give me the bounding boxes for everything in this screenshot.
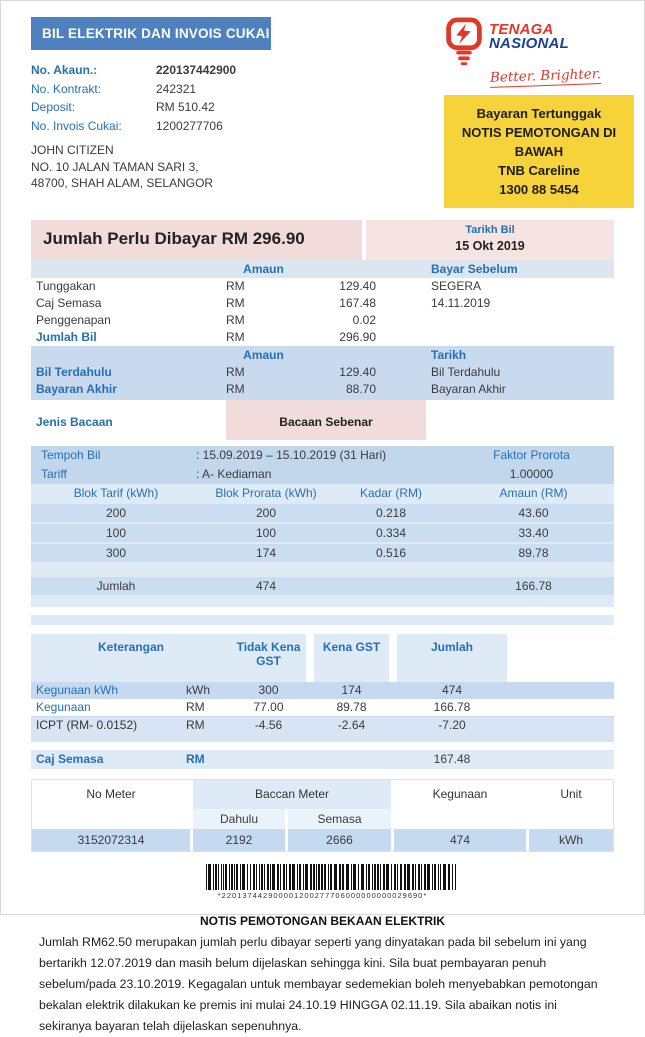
meter-table: [31, 779, 614, 852]
keterangan-header: Keterangan: [31, 634, 231, 682]
brand-word-nasional: NASIONAL: [489, 35, 569, 52]
meter-subheader-row: [32, 809, 613, 829]
account-block: [31, 17, 431, 208]
contract-number-label: No. Kontrakt:: [31, 81, 102, 96]
barcode-text: *220137442900001200277706000000000029690*: [217, 891, 428, 900]
brand-word-tenaga: TENAGA: [489, 21, 554, 38]
customer-street: NO. 10 JALAN TAMAN SARI 3,: [31, 159, 199, 174]
deposit-value: RM 510.42: [156, 100, 215, 114]
caj-semasa-value: 167.48: [397, 750, 507, 769]
disconnection-notice-title: NOTIS PEMOTONGAN BEKAAN ELEKTRIK: [199, 914, 446, 928]
header-section: [1, 1, 644, 208]
tariff-block-row: 300 174 0.516 89.78: [31, 544, 614, 562]
gst-total-row: [31, 750, 614, 769]
tnb-bulb-icon: [444, 17, 484, 67]
meter-header-row: [32, 780, 613, 809]
blok-prorata-header: Blok Prorata (kWh): [215, 486, 317, 500]
tariff-label: Tariff: [41, 467, 67, 481]
tnb-logo: [444, 17, 636, 87]
overdue-line-2: NOTIS PEMOTONGAN DI BAWAH: [461, 125, 617, 159]
tariff-blank-row: [31, 562, 614, 575]
tariff-row: [31, 465, 614, 484]
charges-summary: [31, 260, 614, 440]
deposit-label: Deposit:: [31, 100, 76, 114]
meter-number: 3152072314: [32, 829, 190, 851]
brand-tagline: Better. Brighter.: [489, 66, 602, 86]
gst-column-headers: [31, 634, 614, 682]
barcode: [206, 864, 440, 890]
unit-header: Unit: [560, 787, 582, 801]
bill-date-label: Tarikh Bil: [465, 224, 515, 236]
tax-invoice-value: 1200277706: [156, 118, 223, 133]
amount-due-title: Jumlah Perlu Dibayar RM 296.90: [31, 220, 362, 260]
prorate-factor-value: 1.00000: [509, 467, 554, 481]
bill-date-cell: [366, 220, 614, 260]
no-meter-header: No Meter: [86, 787, 136, 801]
disconnection-notice-body: Jumlah RM62.50 merupakan jumlah perlu dibayar seperti yang dinyatakan pada bil sebelum ini yang bertarikh 12.07.2019 dan masih belum dijelaskan sehingga kini. Sila buat pembayaran penuh sebelum/pada 23.10.2019. Kegagalan untuk membayar sedemekian boleh menyebabkan pemotongan bekalan elektrik dilakukan ke premis ini mulai 24.10.19 HINGGA 02.11.19. Sila abaikan notis ini sekiranya bayaran telah dijelaskan sepenuhnya.: [39, 935, 598, 1033]
bacaan-meter-header: Baccan Meter: [193, 780, 391, 809]
brand-wordmark: [489, 23, 569, 51]
semasa-header: Semasa: [288, 809, 391, 829]
meter-current-reading: 2666: [288, 829, 391, 851]
prorate-factor-label: Faktor Prorota: [493, 448, 570, 462]
reading-type-label: Jenis Bacaan: [36, 415, 113, 429]
meter-data-row: [32, 829, 613, 851]
tariff-bottom-pad: [31, 595, 614, 607]
pay-before-header: Bayar Sebelum: [431, 262, 518, 276]
blok-tarif-header: Blok Tarif (kWh): [73, 486, 159, 500]
overdue-line-1: Bayaran Tertunggak: [476, 106, 602, 121]
gst-row-kegunaan-rm: Kegunaan RM 77.00 89.78 166.78: [31, 699, 614, 717]
reading-type-row: [31, 400, 614, 440]
document-title-bar: BIL ELEKTRIK DAN INVOIS CUKAI: [31, 17, 271, 50]
summary-row-penggenapan: Penggenapan RM 0.02: [36, 313, 376, 327]
billing-period-value: : 15.09.2019 – 15.10.2019 (31 Hari): [196, 448, 387, 462]
tariff-column-headers: [31, 484, 614, 502]
amaun-header: Amaun (RM): [499, 486, 568, 500]
tax-invoice-row: [31, 117, 431, 136]
kadar-header: Kadar (RM): [359, 486, 422, 500]
customer-city: 48700, SHAH ALAM, SELANGOR: [31, 176, 214, 190]
meter-usage: 474: [394, 829, 526, 851]
caj-semasa-label: Caj Semasa: [31, 750, 186, 769]
date-column-header: Tarikh: [431, 348, 467, 362]
summary-row-tunggakan: Tunggakan RM 129.40 SEGERA: [36, 279, 482, 293]
dahulu-header: Dahulu: [193, 809, 285, 829]
jumlah-header: Jumlah: [397, 634, 507, 682]
reading-type-value-strip: [226, 400, 426, 440]
gst-row-kegunaan-kwh: Kegunaan kWh kWh 300 174 474: [31, 682, 614, 699]
tax-invoice-label: No. Invois Cukai:: [31, 118, 122, 133]
gst-row-icpt: ICPT (RM- 0.0152) RM -4.56 -2.64 -7.20: [31, 717, 614, 742]
kegunaan-header: Kegunaan: [432, 787, 488, 801]
previous-bill-header-row: [31, 346, 614, 364]
barcode-section: [1, 864, 644, 900]
meter-previous-reading: 2192: [193, 829, 285, 851]
account-number-value: 220137442900: [156, 63, 237, 77]
summary-row-caj-semasa: Caj Semasa RM 167.48 14.11.2019: [36, 296, 491, 310]
account-info: [31, 61, 431, 135]
kena-gst-header: Kena GST: [314, 634, 389, 682]
previous-bill-band: [31, 346, 614, 400]
tariff-block-row: 200 200 0.218 43.60: [31, 504, 614, 522]
gst-table: [31, 634, 614, 769]
meter-unit: kWh: [529, 829, 613, 851]
overdue-line-4: 1300 88 5454: [499, 182, 579, 197]
account-number-label: No. Akaun.:: [31, 63, 98, 77]
amount-column-header: Amaun: [243, 262, 284, 276]
caj-semasa-unit: RM: [186, 750, 231, 769]
separator-band: [31, 615, 614, 625]
tariff-table: [31, 446, 614, 607]
tariff-total-row: [31, 577, 614, 595]
tariff-total-amaun: 166.78: [515, 579, 552, 593]
tariff-block-row: 100 100 0.334 33.40: [31, 524, 614, 542]
tidak-kena-gst-header: Tidak Kena GST: [231, 634, 306, 682]
tariff-value: : A- Kediaman: [196, 467, 272, 481]
customer-name: JOHN CITIZEN: [31, 143, 114, 157]
reading-type-value: Bacaan Sebenar: [279, 415, 373, 429]
contract-number-value: 242321: [156, 81, 197, 96]
tariff-total-label: Jumlah: [96, 579, 136, 593]
brand-and-notice: [444, 17, 636, 208]
disconnection-notice: [39, 914, 606, 1037]
bill-date-value: 15 Okt 2019: [455, 239, 525, 253]
deposit-row: [31, 98, 431, 117]
summary-row-bayaran-akhir: Bayaran Akhir RM 88.70 Bayaran Akhir: [36, 382, 506, 396]
summary-row-bil-terdahulu: Bil Terdahulu RM 129.40 Bil Terdahulu: [36, 365, 501, 379]
amount-due-banner: [31, 220, 614, 260]
tariff-total-prorata: 474: [255, 579, 277, 593]
billing-period-label: Tempoh Bil: [41, 448, 101, 462]
amount-column-header-2: Amaun: [243, 348, 284, 362]
summary-row-jumlah-bil: Jumlah Bil RM 296.90: [36, 330, 376, 344]
customer-address: [31, 142, 431, 192]
account-number-row: [31, 61, 431, 80]
overdue-line-3: TNB Careline: [498, 163, 580, 178]
contract-number-row: [31, 80, 431, 99]
billing-period-row: [31, 446, 614, 465]
summary-header-row: [31, 260, 614, 278]
overdue-notice-box: [444, 95, 634, 208]
